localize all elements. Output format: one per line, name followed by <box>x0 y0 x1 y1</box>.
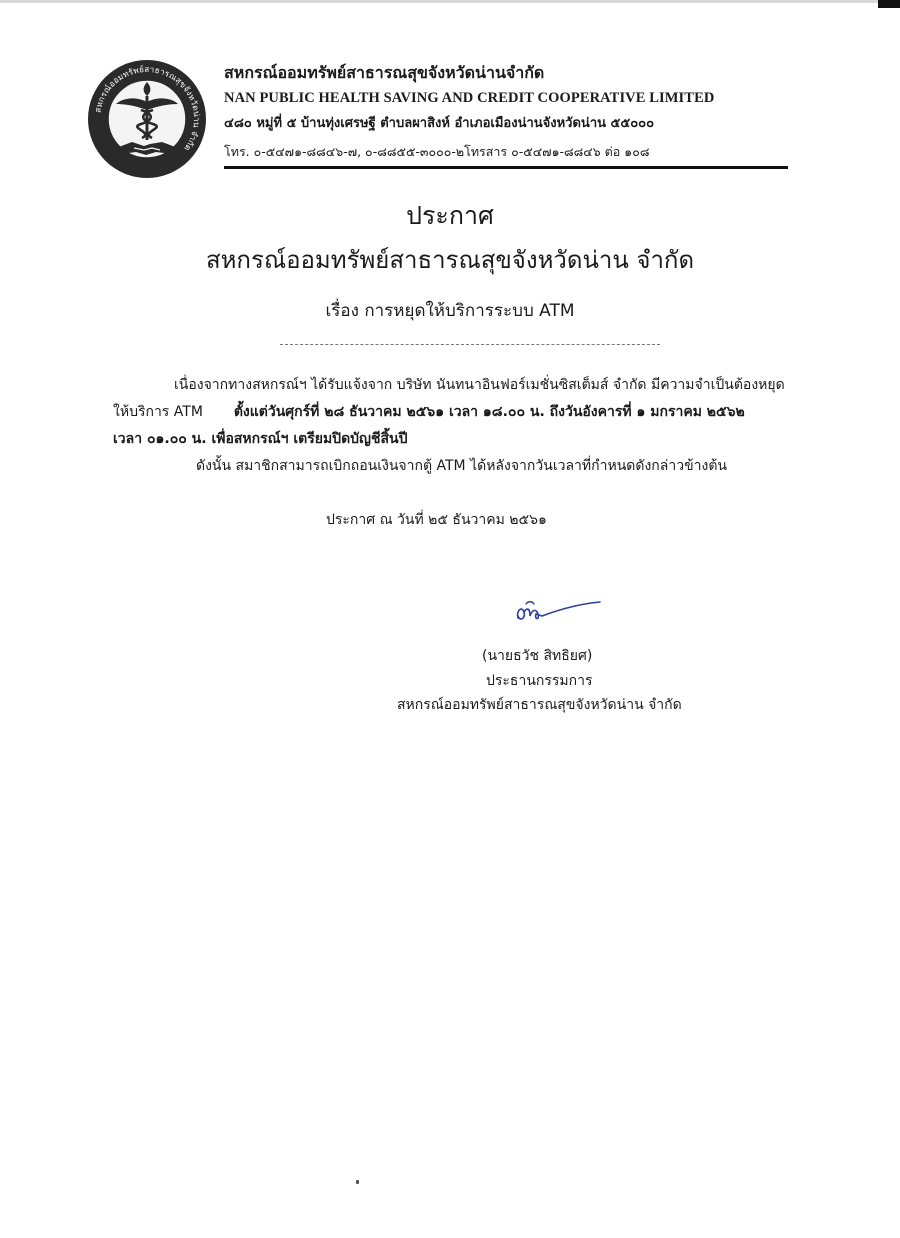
announcement-organization: สหกรณ์ออมทรัพย์สาธารณสุขจังหวัดน่าน จำกัด <box>205 246 695 274</box>
announcement-title: ประกาศ <box>406 201 494 230</box>
cooperative-name-english: NAN PUBLIC HEALTH SAVING AND CREDIT COOPERATIVE LIMITED <box>224 90 715 106</box>
signatory-name: (นายธวัช สิทธิยศ) <box>482 648 593 664</box>
handwritten-signature-icon <box>508 592 608 632</box>
body-line-2-regular: ให้บริการ ATM <box>113 404 203 420</box>
scan-speck <box>356 1180 359 1184</box>
signatory-position: ประธานกรรมการ <box>486 673 593 689</box>
body-paragraph-1-line-3: เวลา ๐๑.๐๐ น. เพื่อสหกรณ์ฯ เตรียมปิดบัญชีสิ้นปี <box>113 431 408 447</box>
body-paragraph-1-line-1: เนื่องจากทางสหกรณ์ฯ ได้รับแจ้งจาก บริษัท นันทนาอินฟอร์เมชั่นซิสเต็มส์ จำกัด มีความจำเป็นต้องหยุด <box>174 377 785 393</box>
announcement-subject: เรื่อง การหยุดให้บริการระบบ ATM <box>325 301 575 321</box>
signatory-organization: สหกรณ์ออมทรัพย์สาธารณสุขจังหวัดน่าน จำกัด <box>397 697 682 713</box>
letterhead <box>224 62 804 163</box>
body-line-2-bold: ตั้งแต่วันศุกร์ที่ ๒๘ ธันวาคม ๒๕๖๑ เวลา ๑๘.๐๐ น. ถึงวันอังคารที่ ๑ มกราคม ๒๕๖๒ <box>233 404 745 420</box>
body-paragraph-2: ดังนั้น สมาชิกสามารถเบิกถอนเงินจากตู้ ATM ได้หลังจากวันเวลาที่กำหนดดังกล่าวข้างต้น <box>196 458 728 474</box>
seal-ring-text: สหกรณ์ออมทรัพย์สาธารณสุขจังหวัดน่าน จำกัด <box>92 63 203 154</box>
cooperative-name-thai: สหกรณ์ออมทรัพย์สาธารณสุขจังหวัดน่านจำกัด <box>224 63 545 82</box>
subject-divider <box>280 344 660 345</box>
cooperative-seal-icon <box>86 58 208 180</box>
scan-edge-top <box>0 0 900 3</box>
announcement-date: ประกาศ ณ วันที่ ๒๕ ธันวาคม ๒๕๖๑ <box>326 512 547 528</box>
scan-edge-right <box>878 0 900 8</box>
body-paragraph-1-line-2 <box>113 401 745 423</box>
cooperative-address: ๔๘๐ หมู่ที่ ๕ บ้านทุ่งเศรษฐี ตำบลผาสิงห์ อำเภอเมืองน่านจังหวัดน่าน ๕๕๐๐๐ <box>224 116 655 131</box>
cooperative-phone: โทร. ๐-๕๔๗๑-๘๘๔๖-๗, ๐-๘๘๕๕-๓๐๐๐-๒โทรสาร ๐-๕๔๗๑-๘๘๔๖ ต่อ ๑๐๘ <box>224 144 650 159</box>
letterhead-rule <box>224 166 788 169</box>
